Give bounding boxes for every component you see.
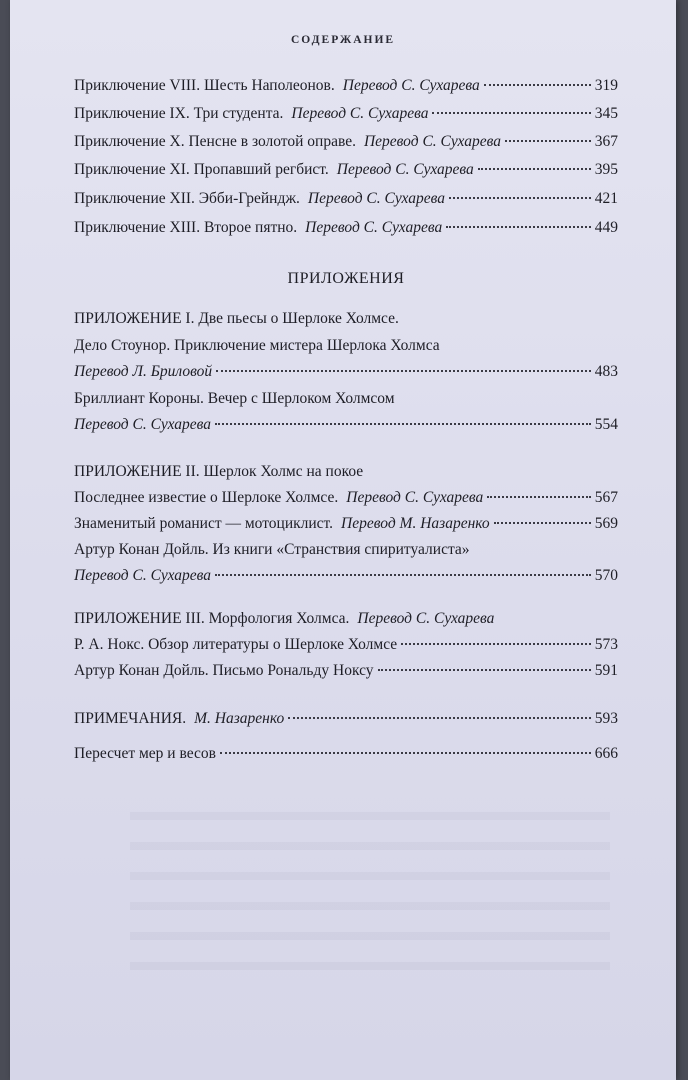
entry-title: Р. А. Нокс. Обзор литературы о Шерлоке Холмсе [74,636,398,653]
appendix-title [74,309,618,329]
entry-translator: Перевод С. Сухарева [336,161,474,178]
appendix-title-text: ПРИЛОЖЕНИЕ III. Морфология Холмса. [74,610,350,627]
toc-entry [74,661,618,681]
entry-title: Приключение VIII. Шесть Наполеонов. [74,77,335,94]
leader-dots [220,748,591,754]
section-heading: ПРИЛОЖЕНИЯ [287,270,405,287]
toc-entry [74,218,618,238]
entry-title: ПРИМЕЧАНИЯ. [74,710,187,727]
entry-title: Артур Конан Дойль. Из книги «Странствия спиритуалиста» [74,541,470,558]
book-page [10,0,676,1080]
entry-page: 593 [594,710,618,727]
leader-dots [484,80,591,86]
appendix-title-text: ПРИЛОЖЕНИЕ I. Две пьесы о Шерлоке Холмсе. [74,310,399,327]
entry-translator: Перевод С. Сухарева [346,489,484,506]
appendix-title [74,609,618,629]
entry-translator: Перевод С. Сухарева [74,416,212,433]
toc-entry-continuation [74,362,618,382]
appendix-title-text: ПРИЛОЖЕНИЕ II. Шерлок Холмс на покое [74,463,364,480]
appendix-translator: Перевод С. Сухарева [357,610,495,627]
toc-entry [74,635,618,655]
toc-entry [74,514,618,534]
entry-page: 345 [594,105,618,122]
leader-dots [215,419,591,425]
toc-entry-notes [74,709,618,729]
toc-entry [74,189,618,209]
entry-title: Дело Стоунор. Приключение мистера Шерлока Холмса [74,337,440,354]
entry-page: 570 [594,567,618,584]
leader-dots [449,193,591,199]
toc-entry [74,160,618,180]
toc-entry [74,336,618,356]
leader-dots [288,713,590,719]
leader-dots [215,570,591,576]
running-head: СОДЕРЖАНИЕ [290,34,396,46]
entry-translator: Перевод М. Назаренко [341,515,490,532]
toc-entry-continuation [74,566,618,586]
leader-dots [494,518,591,524]
entry-translator: Перевод Л. Бриловой [74,363,213,380]
entry-translator: Перевод С. Сухарева [305,219,443,236]
leader-dots [216,366,591,372]
appendix-title [74,462,618,482]
leader-dots [478,164,591,170]
entry-translator: Перевод С. Сухарева [291,105,429,122]
toc-entry [74,488,618,508]
entry-page: 449 [594,219,618,236]
leader-dots [505,136,591,142]
entry-page: 367 [594,133,618,150]
toc-entry [74,540,618,560]
entry-title: Приключение X. Пенсне в золотой оправе. [74,133,356,150]
leader-dots [446,222,591,228]
entry-page: 666 [594,745,618,762]
toc-entry-measures [74,744,618,764]
toc-entry [74,132,618,152]
leader-dots [378,665,591,671]
entry-page: 569 [594,515,618,532]
toc-entry [74,76,618,96]
entry-title: Приключение XIII. Второе пятно. [74,219,298,236]
entry-translator: Перевод С. Сухарева [74,567,212,584]
leader-dots [401,639,591,645]
entry-page: 591 [594,662,618,679]
entry-title: Приключение XI. Пропавший регбист. [74,161,329,178]
leader-dots [432,108,590,114]
entry-author: М. Назаренко [194,710,285,727]
entry-translator: Перевод С. Сухарева [342,77,480,94]
entry-page: 319 [594,77,618,94]
entry-title: Приключение IX. Три студента. [74,105,284,122]
toc-entry-continuation [74,415,618,435]
entry-title: Приключение XII. Эбби-Грейндж. [74,190,300,207]
entry-title: Артур Конан Дойль. Письмо Рональду Ноксу [74,662,374,679]
entry-page: 554 [594,416,618,433]
entry-title: Знаменитый романист — мотоциклист. [74,515,334,532]
entry-title: Пересчет мер и весов [74,745,216,762]
entry-page: 573 [594,636,618,653]
bleed-through-texture [130,790,610,990]
toc-entry [74,104,618,124]
entry-title: Бриллиант Короны. Вечер с Шерлоком Холмсом [74,390,395,407]
leader-dots [487,492,590,498]
entry-page: 567 [594,489,618,506]
entry-translator: Перевод С. Сухарева [307,190,445,207]
toc-entry [74,389,618,409]
entry-page: 421 [594,190,618,207]
entry-title: Последнее известие о Шерлоке Холмсе. [74,489,339,506]
entry-page: 395 [594,161,618,178]
entry-translator: Перевод С. Сухарева [363,133,501,150]
entry-page: 483 [594,363,618,380]
